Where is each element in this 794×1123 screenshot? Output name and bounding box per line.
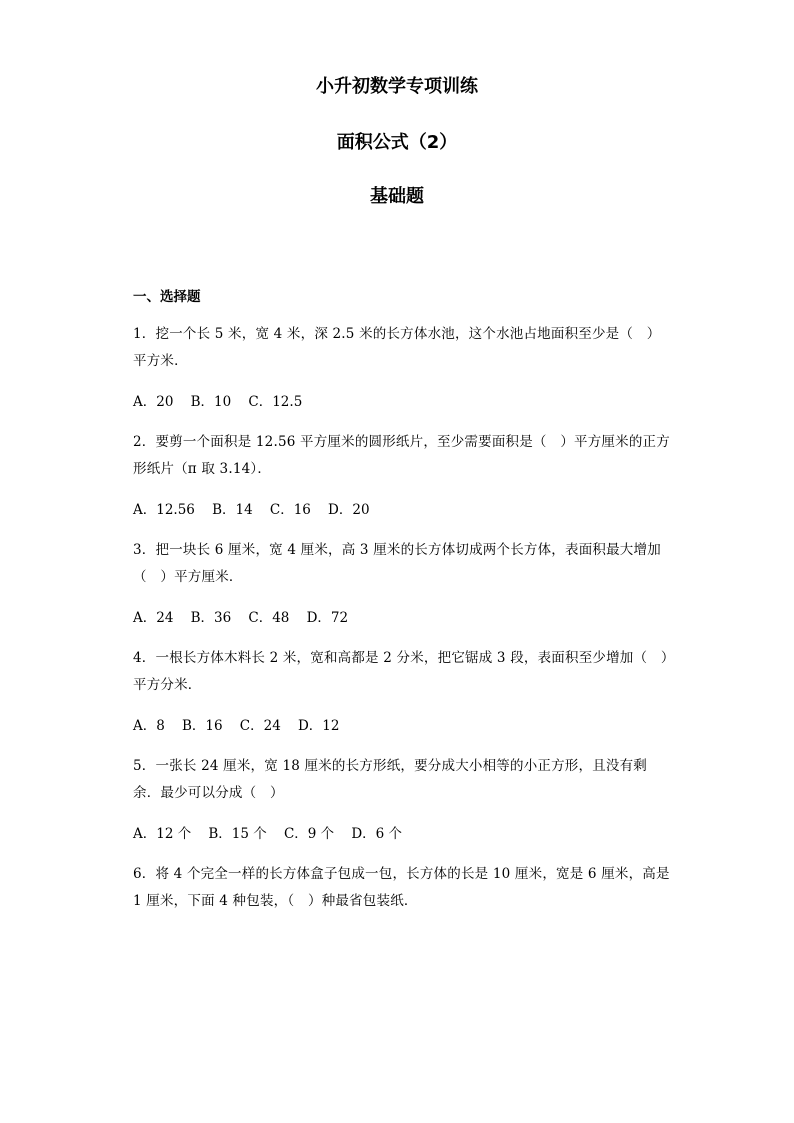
question-4: 4．一根长方体木料长 2 米，宽和高都是 2 分米，把它锯成 3 段，表面积至少增加（ ）平方分米．: [133, 650, 668, 693]
option: D．12: [297, 718, 340, 734]
option: C．16: [269, 502, 311, 518]
question-4-options: [133, 716, 673, 736]
option: A．12.56: [133, 502, 195, 518]
option: C．12.5: [248, 394, 303, 410]
option: B．15 个: [208, 826, 267, 842]
option: A．12 个: [133, 826, 192, 842]
question-6: 6．将 4 个完全一样的长方体盒子包成一包，长方体的长是 10 厘米，宽是 6 厘米，高是 1 厘米，下面 4 种包装，（ ）种最省包装纸．: [133, 866, 670, 909]
question-3: 3．把一块长 6 厘米，宽 4 厘米，高 3 厘米的长方体切成两个长方体，表面积最大增加（ ）平方厘米．: [133, 542, 661, 585]
option: A．24: [133, 610, 174, 626]
question-section: [133, 287, 673, 932]
option: B．36: [190, 610, 232, 626]
question-2: 2．要剪一个面积是 12.56 平方厘米的圆形纸片，至少需要面积是（ ）平方厘米的正方形纸片（π 取 3.14）．: [133, 434, 670, 477]
document-title: 小升初数学专项训练: [316, 76, 478, 97]
option: B．16: [182, 718, 223, 734]
question-5: 5．一张长 24 厘米，宽 18 厘米的长方形纸，要分成大小相等的小正方形，且没有剩余．最少可以分成（ ）: [133, 758, 648, 801]
option: B．14: [212, 502, 253, 518]
option: A．8: [133, 718, 165, 734]
question-3-options: [133, 608, 673, 628]
option: C．24: [239, 718, 281, 734]
question-1: 1．挖一个长 5 米，宽 4 米，深 2.5 米的长方体水池，这个水池占地面积至少是（ ）平方米．: [133, 326, 661, 369]
option: B．10: [190, 394, 232, 410]
document-subtitle: 面积公式（2）: [336, 132, 458, 153]
question-2-options: [133, 500, 673, 520]
option: D．20: [328, 502, 370, 518]
option: D．6 个: [351, 826, 403, 842]
option: D．72: [306, 610, 349, 626]
option: C．48: [248, 610, 290, 626]
section-heading: 一、选择题: [133, 289, 201, 305]
option: A．20: [133, 394, 174, 410]
question-1-options: [133, 392, 673, 412]
question-5-options: [133, 824, 673, 844]
difficulty-level: 基础题: [370, 186, 424, 207]
option: C．9 个: [283, 826, 335, 842]
